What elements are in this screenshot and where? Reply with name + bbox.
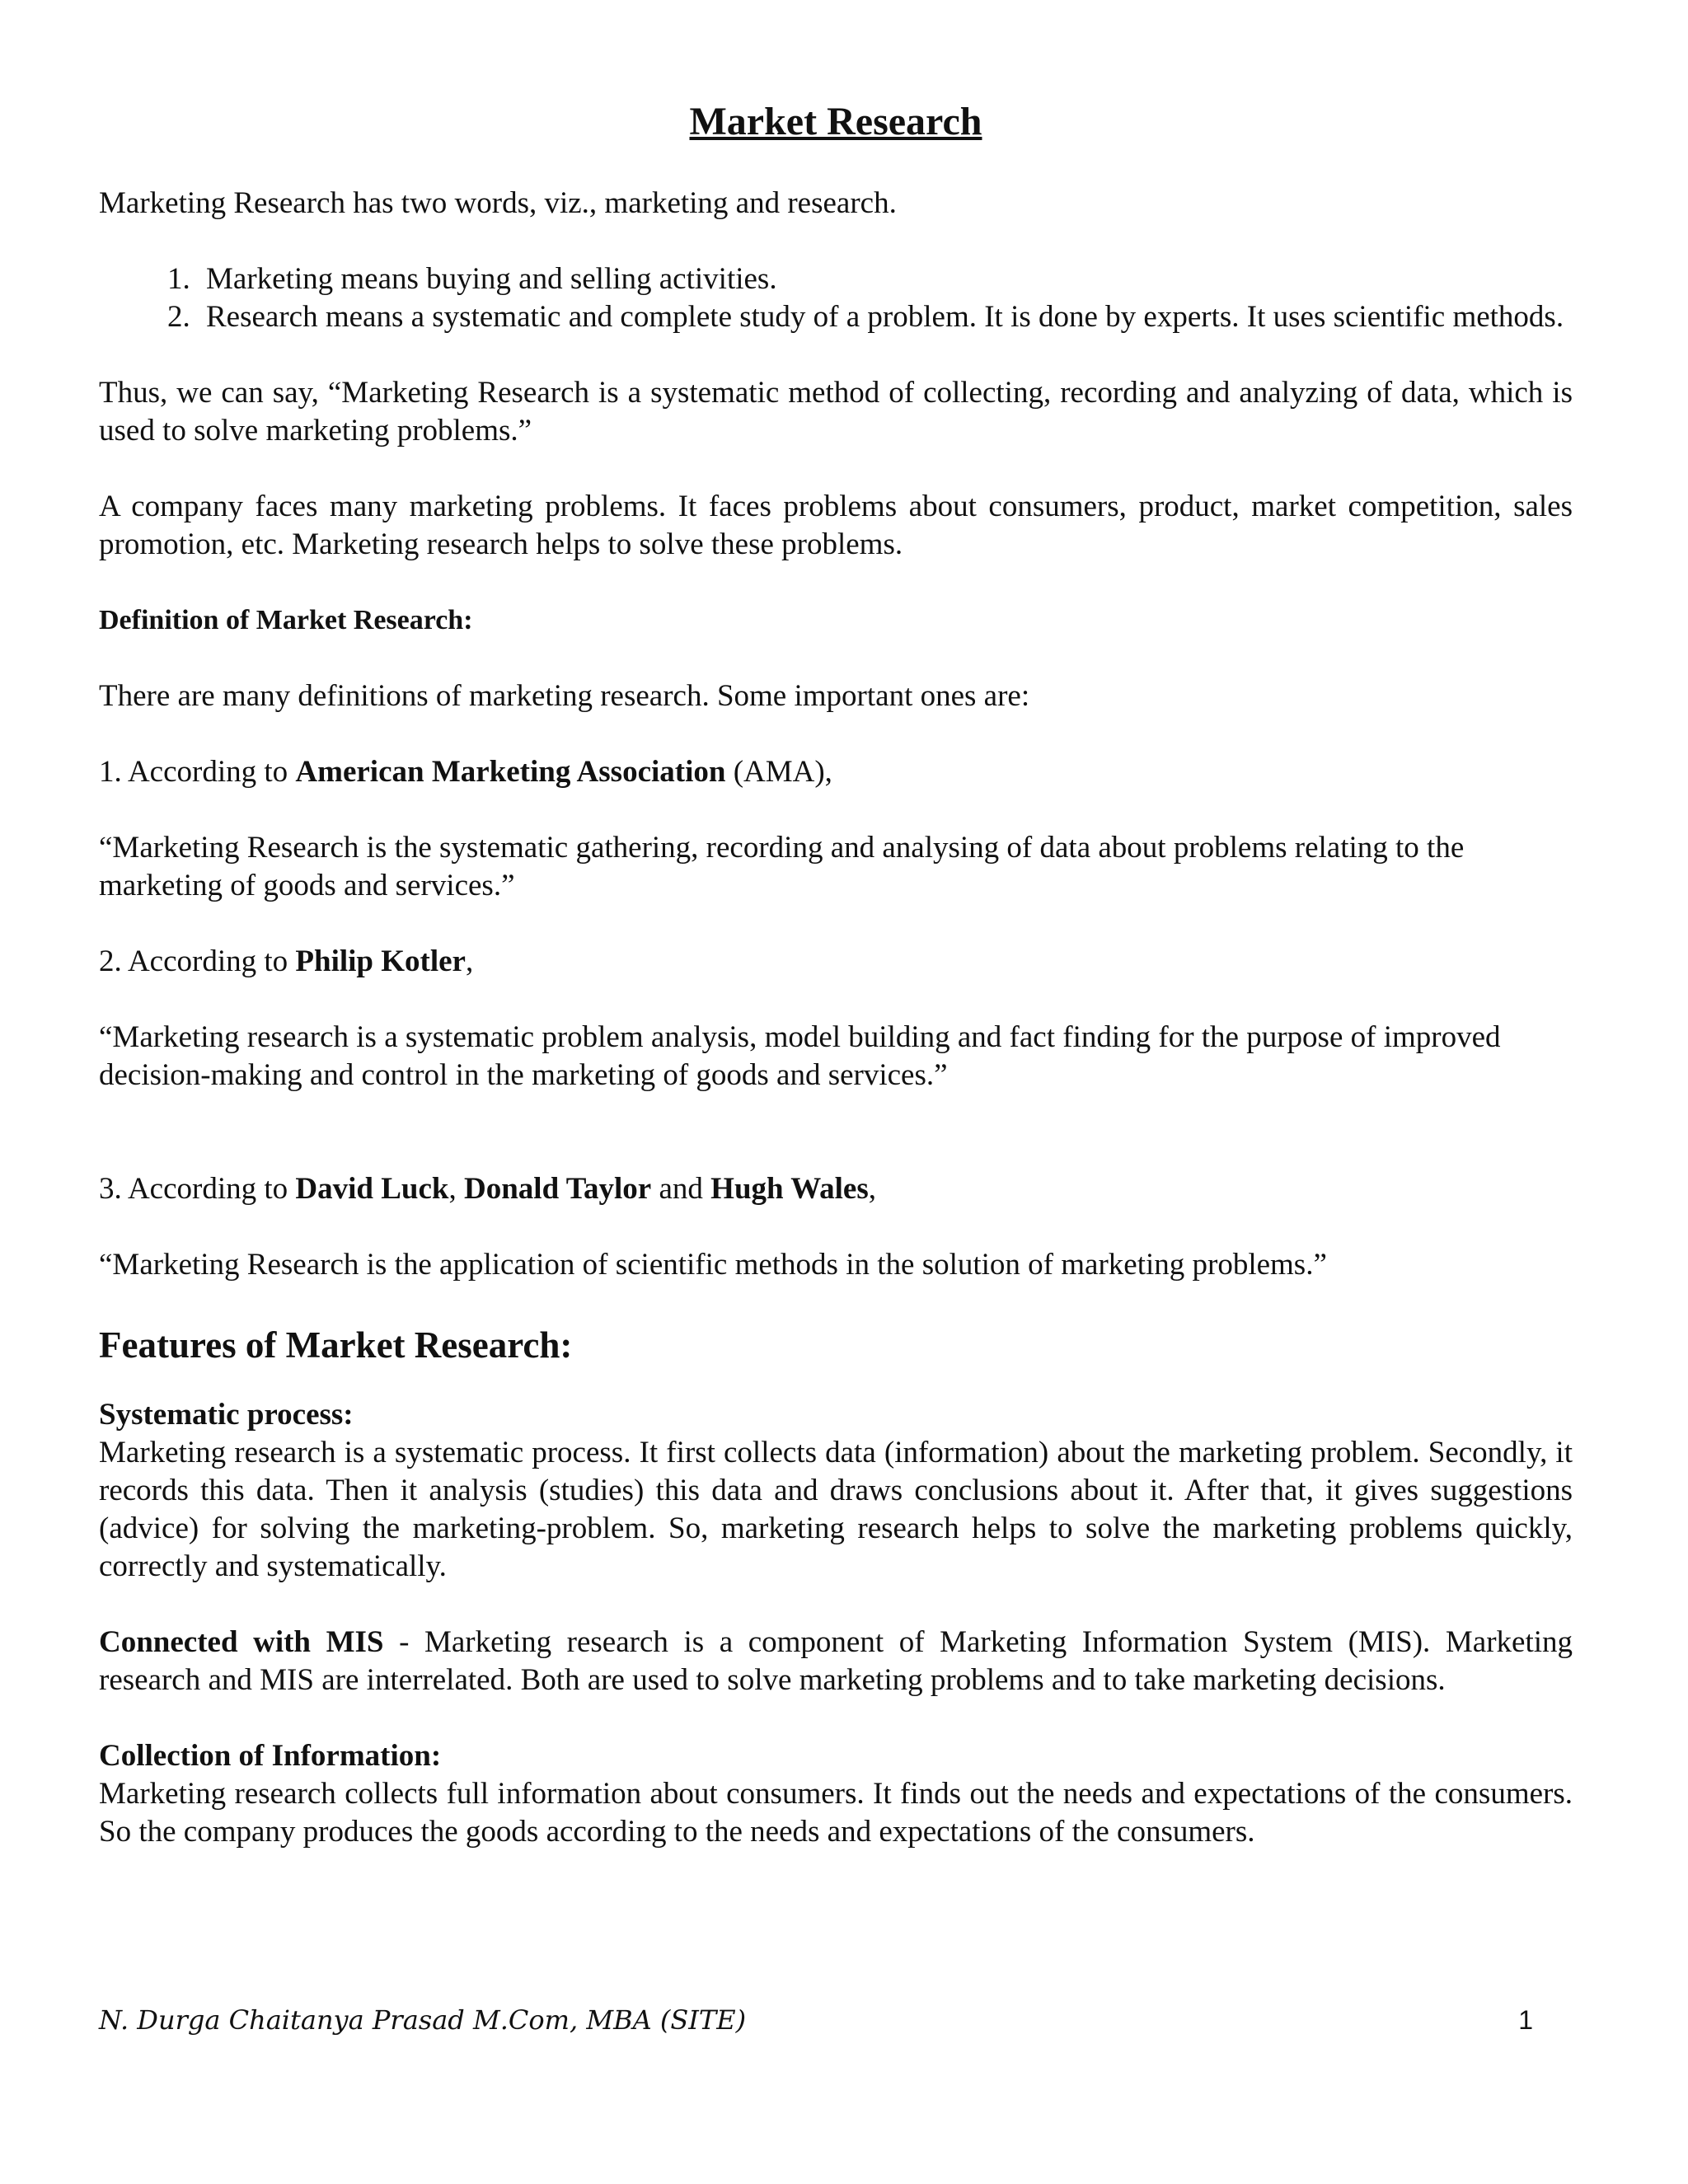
page-number: 1 — [1518, 2005, 1533, 2035]
collection-text: Marketing research collects full information about consumers. It finds out the needs and expectations of the consumers. So the company produces the goods according to the needs and expectations of the consumers. — [99, 1777, 1573, 1849]
mis-heading: Connected with MIS — [99, 1625, 384, 1659]
definition-1-source — [99, 753, 1573, 791]
systematic-heading: Systematic process: — [99, 1398, 354, 1432]
systematic-text: Marketing research is a systematic process. It first collects data (information) about the marketing problem. Secondly, it records this data. Then it analysis (studies) this data and draws conclusions about it. After that, it gives suggestions (advice) for solving the marketing-problem. So, marketing research helps to solve the marketing problems quickly, correctly and systematically. — [99, 1436, 1573, 1583]
definition-2-author: Philip Kotler — [295, 944, 466, 978]
definition-2-source — [99, 943, 1573, 981]
thus-paragraph: Thus, we can say, “Marketing Research is a systematic method of collecting, recording and analyzing of data, which is used to solve marketing problems.” — [99, 376, 1573, 448]
collection-heading: Collection of Information: — [99, 1739, 442, 1773]
intro-paragraph: Marketing Research has two words, viz., marketing and research. — [99, 186, 897, 220]
definition-3-suffix: , — [868, 1172, 876, 1206]
definition-1-quote: “Marketing Research is the systematic gathering, recording and analysing of data about problems relating to the marketing of goods and services.” — [99, 831, 1465, 902]
page-footer — [99, 2001, 1533, 2039]
definition-1-prefix: 1. According to — [99, 755, 296, 789]
mis-text: - Marketing research is a component of Marketing Information System (MIS). Marketing research and MIS are interrelated. Both are used to solve marketing problems and to take marketing decisions. — [99, 1625, 1573, 1697]
definition-2-quote: “Marketing research is a systematic problem analysis, model building and fact finding for the purpose of improved decision-making and control in the marketing of goods and services.” — [99, 1020, 1501, 1092]
spacer — [99, 1132, 1573, 1170]
definition-1-suffix: (AMA), — [725, 755, 832, 789]
definition-3-quote: “Marketing Research is the application of scientific methods in the solution of marketing problems.” — [99, 1248, 1327, 1282]
definition-3-sep-2: and — [651, 1172, 711, 1206]
footer-author: N. Durga Chaitanya Prasad M.Com, MBA (SITE) — [99, 2004, 747, 2036]
list-item: 2. Research means a systematic and complete study of a problem. It is done by experts. It uses scientific methods. — [198, 298, 1573, 336]
mis-paragraph — [99, 1624, 1573, 1699]
definition-intro: There are many definitions of marketing research. Some important ones are: — [99, 679, 1030, 713]
definition-2-prefix: 2. According to — [99, 944, 296, 978]
definition-heading: Definition of Market Research: — [99, 605, 473, 635]
features-heading: Features of Market Research: — [99, 1324, 573, 1366]
definition-3-source — [99, 1170, 1573, 1208]
numbered-list — [99, 260, 1573, 336]
definition-1-author: American Marketing Association — [295, 755, 726, 789]
definition-3-author-1: David Luck — [295, 1172, 449, 1206]
list-item: 1. Marketing means buying and selling activities. — [198, 260, 1573, 298]
company-paragraph: A company faces many marketing problems. It faces problems about consumers, product, market competition, sales promotion, etc. Marketing research helps to solve these problems. — [99, 490, 1573, 561]
definition-2-suffix: , — [465, 944, 474, 978]
definition-3-author-2: Donald Taylor — [464, 1172, 652, 1206]
definition-3-prefix: 3. According to — [99, 1172, 296, 1206]
definition-3-sep-1: , — [448, 1172, 464, 1206]
definition-3-author-3: Hugh Wales — [710, 1172, 869, 1206]
page-title: Market Research — [689, 100, 982, 143]
